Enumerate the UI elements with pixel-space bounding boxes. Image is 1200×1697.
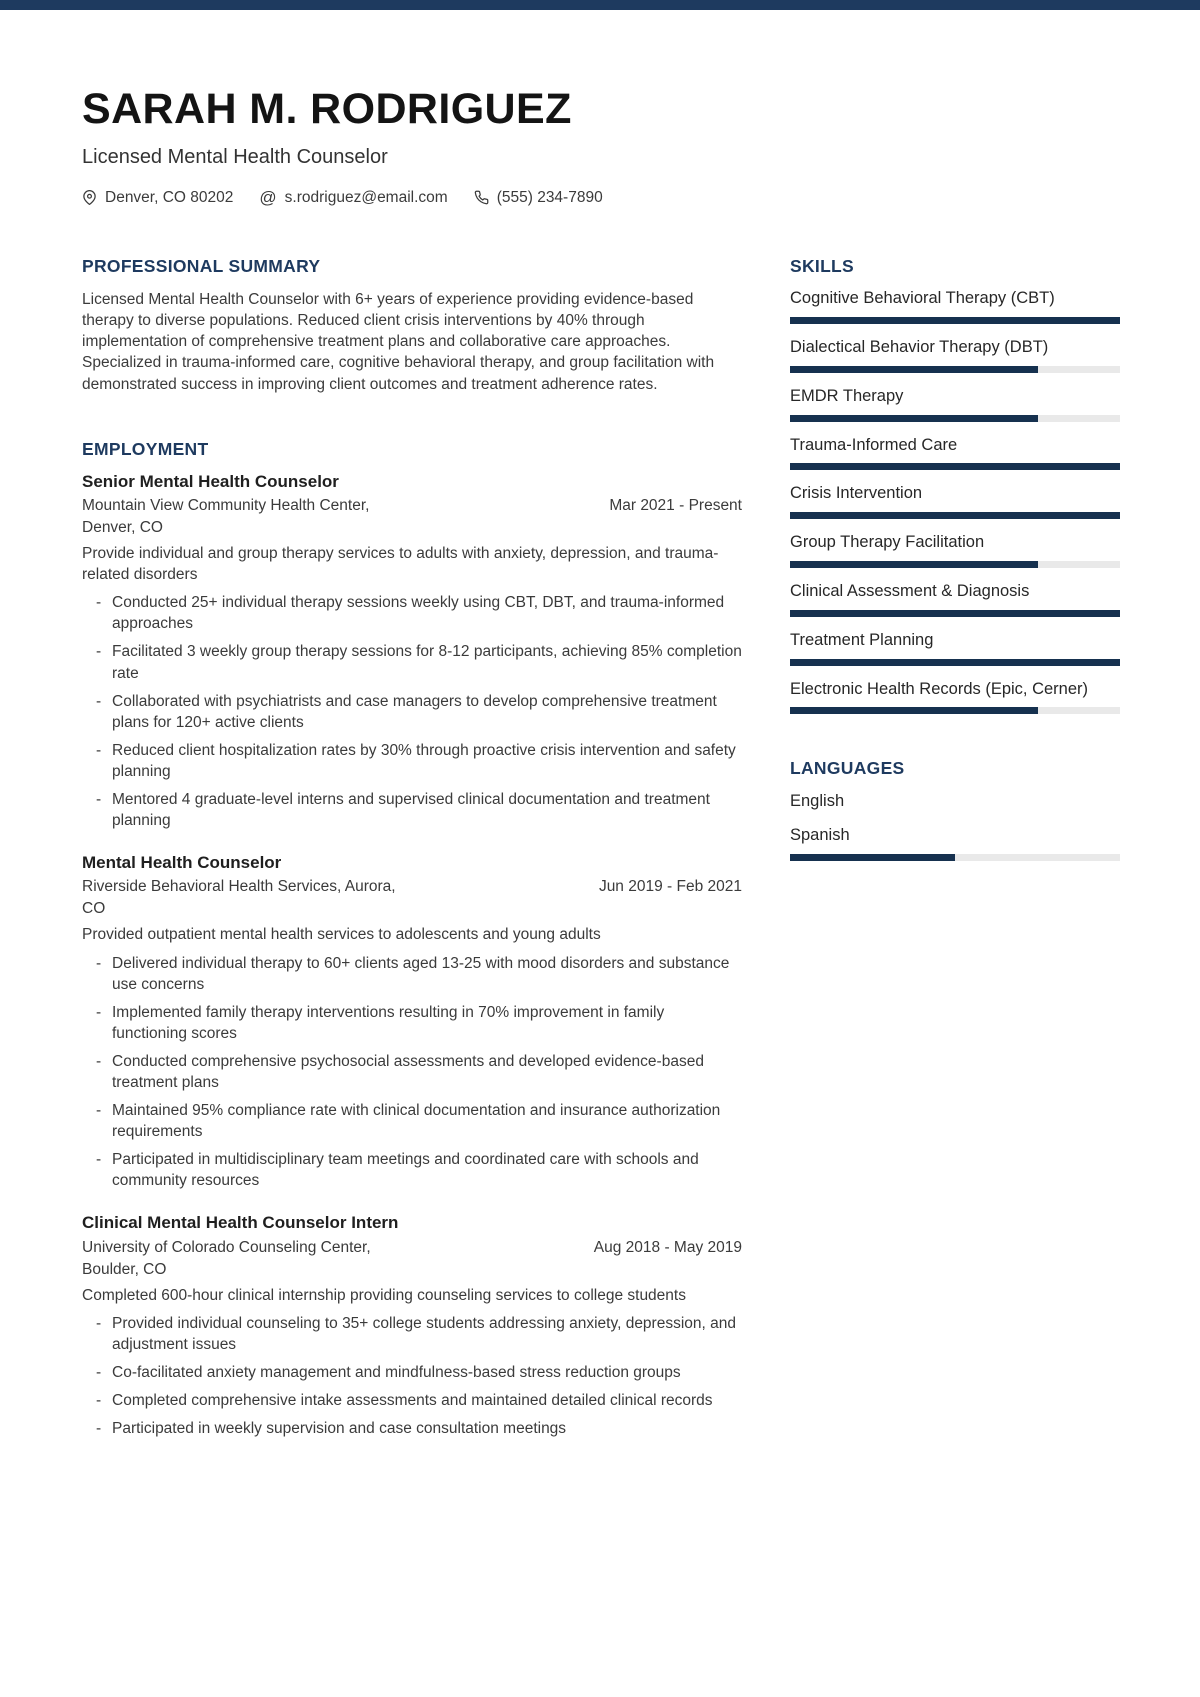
contact-row xyxy=(82,187,1120,208)
skill-item xyxy=(790,484,1120,519)
skill-name: Crisis Intervention xyxy=(790,484,923,503)
skill-item xyxy=(790,387,1120,422)
candidate-name: SARAH M. RODRIGUEZ xyxy=(82,85,572,133)
job-bullet: - Reduced client hospitalization rates by 30% through proactive crisis intervention and safety planning xyxy=(82,740,742,782)
skill-bar xyxy=(790,707,1120,714)
language-name: English xyxy=(790,791,845,810)
skill-list xyxy=(790,289,1120,714)
skill-bar-fill xyxy=(790,561,1038,568)
skill-bar-fill xyxy=(790,659,1120,666)
skills-section xyxy=(790,256,1120,714)
top-accent-bar xyxy=(0,0,1200,10)
skill-name: Electronic Health Records (Epic, Cerner) xyxy=(790,679,1089,698)
job-bullet: - Mentored 4 graduate-level interns and supervised clinical documentation and treatment planning xyxy=(82,789,742,831)
job-list xyxy=(82,472,742,1439)
skills-heading: SKILLS xyxy=(790,256,855,277)
job-bullet: - Facilitated 3 weekly group therapy sessions for 8-12 participants, achieving 85% completion rate xyxy=(82,641,742,683)
summary-section xyxy=(82,256,742,395)
content-columns xyxy=(0,256,1200,1483)
job-bullet: - Conducted comprehensive psychosocial assessments and developed evidence-based treatment plans xyxy=(82,1051,742,1093)
language-item xyxy=(790,792,1120,812)
language-name: Spanish xyxy=(790,826,850,845)
phone-icon xyxy=(474,190,489,205)
skill-item xyxy=(790,631,1120,666)
right-column xyxy=(790,256,1120,1483)
job-bullet: - Participated in weekly supervision and case consultation meetings xyxy=(82,1418,742,1439)
job-bullet-list xyxy=(82,1313,742,1439)
job-bullet-list xyxy=(82,592,742,831)
job-dates: Mar 2021 - Present xyxy=(609,497,742,515)
job-description: Provided outpatient mental health services to adolescents and young adults xyxy=(82,926,601,944)
summary-heading: PROFESSIONAL SUMMARY xyxy=(82,256,321,277)
skill-bar-fill xyxy=(790,463,1120,470)
job-entry xyxy=(82,1213,742,1439)
employment-section xyxy=(82,439,742,1440)
job-company: Riverside Behavioral Health Services, Aurora, CO xyxy=(82,878,396,918)
employment-heading: EMPLOYMENT xyxy=(82,438,209,459)
contact-email-text: s.rodriguez@email.com xyxy=(284,189,448,206)
skill-name: EMDR Therapy xyxy=(790,386,904,405)
map-pin-icon xyxy=(82,190,97,205)
job-dates: Aug 2018 - May 2019 xyxy=(593,1238,742,1256)
skill-name: Clinical Assessment & Diagnosis xyxy=(790,581,1030,600)
job-bullet: - Collaborated with psychiatrists and case managers to develop comprehensive treatment plans for 120+ active clients xyxy=(82,691,742,733)
job-title: Clinical Mental Health Counselor Intern xyxy=(82,1213,399,1233)
skill-bar xyxy=(790,317,1120,324)
skill-item xyxy=(790,533,1120,568)
skill-bar-fill xyxy=(790,415,1038,422)
skill-name: Trauma-Informed Care xyxy=(790,435,958,454)
job-bullet: - Completed comprehensive intake assessments and maintained detailed clinical records xyxy=(82,1390,742,1411)
skill-item xyxy=(790,680,1120,715)
skill-bar xyxy=(790,610,1120,617)
job-bullet: - Conducted 25+ individual therapy sessions weekly using CBT, DBT, and trauma-informed approaches xyxy=(82,592,742,634)
job-bullet: - Participated in multidisciplinary team meetings and coordinated care with schools and community resources xyxy=(82,1149,742,1191)
candidate-title: Licensed Mental Health Counselor xyxy=(82,146,388,168)
skill-bar-fill xyxy=(790,610,1120,617)
job-company: University of Colorado Counseling Center, Boulder, CO xyxy=(82,1238,371,1278)
job-bullet: - Maintained 95% compliance rate with clinical documentation and insurance authorization requirements xyxy=(82,1100,742,1142)
skill-bar xyxy=(790,366,1120,373)
job-entry xyxy=(82,853,742,1191)
job-bullet: - Co-facilitated anxiety management and mindfulness-based stress reduction groups xyxy=(82,1362,742,1383)
at-icon: @ xyxy=(259,188,277,208)
skill-bar xyxy=(790,659,1120,666)
contact-phone xyxy=(474,187,603,208)
job-title: Mental Health Counselor xyxy=(82,853,282,873)
contact-phone-text: (555) 234-7890 xyxy=(496,189,603,206)
left-column xyxy=(82,256,742,1483)
skill-bar-fill xyxy=(790,512,1120,519)
language-bar xyxy=(790,854,1120,861)
contact-location-text: Denver, CO 80202 xyxy=(105,189,234,206)
skill-bar xyxy=(790,415,1120,422)
job-description: Provide individual and group therapy services to adults with anxiety, depression, and trauma-related disorders xyxy=(82,545,719,584)
skill-bar xyxy=(790,512,1120,519)
skill-item xyxy=(790,582,1120,617)
job-meta xyxy=(82,1237,742,1281)
languages-heading: LANGUAGES xyxy=(790,758,905,779)
skill-name: Cognitive Behavioral Therapy (CBT) xyxy=(790,289,1055,308)
skill-item xyxy=(790,436,1120,471)
skill-bar-fill xyxy=(790,317,1120,324)
skill-bar xyxy=(790,463,1120,470)
job-dates: Jun 2019 - Feb 2021 xyxy=(598,878,742,896)
job-bullet-list xyxy=(82,953,742,1192)
job-bullet: - Provided individual counseling to 35+ college students addressing anxiety, depression, and adjustment issues xyxy=(82,1313,742,1355)
skill-bar-fill xyxy=(790,366,1038,373)
language-bar-fill xyxy=(790,854,955,861)
summary-text: Licensed Mental Health Counselor with 6+ years of experience providing evidence-based therapy to diverse populations. Reduced client crisis interventions by 40% through implementation of comprehensive treatment plans and collaborative care approaches. Specialized in trauma-informed care, cognitive behavioral therapy, and group facilitation with demonstrated success in improving client outcomes and treatment adherence rates. xyxy=(82,291,715,393)
skill-name: Group Therapy Facilitation xyxy=(790,533,985,552)
contact-location xyxy=(82,187,233,208)
language-list xyxy=(790,792,1120,862)
job-company: Mountain View Community Health Center, Denver, CO xyxy=(82,497,370,537)
job-meta xyxy=(82,495,742,539)
skill-name: Treatment Planning xyxy=(790,630,934,649)
skill-item xyxy=(790,338,1120,373)
job-description: Completed 600-hour clinical internship providing counseling services to college students xyxy=(82,1286,686,1304)
skill-item xyxy=(790,289,1120,324)
skill-bar xyxy=(790,561,1120,568)
contact-email xyxy=(259,187,447,208)
job-bullet: - Implemented family therapy interventions resulting in 70% improvement in family functioning scores xyxy=(82,1002,742,1044)
languages-section xyxy=(790,758,1120,861)
language-item xyxy=(790,826,1120,861)
skill-bar-fill xyxy=(790,707,1038,714)
skill-name: Dialectical Behavior Therapy (DBT) xyxy=(790,338,1049,356)
job-meta xyxy=(82,876,742,920)
job-title: Senior Mental Health Counselor xyxy=(82,471,339,491)
job-entry xyxy=(82,472,742,831)
resume-header xyxy=(0,10,1200,208)
job-bullet: - Delivered individual therapy to 60+ clients aged 13-25 with mood disorders and substance use concerns xyxy=(82,953,742,995)
